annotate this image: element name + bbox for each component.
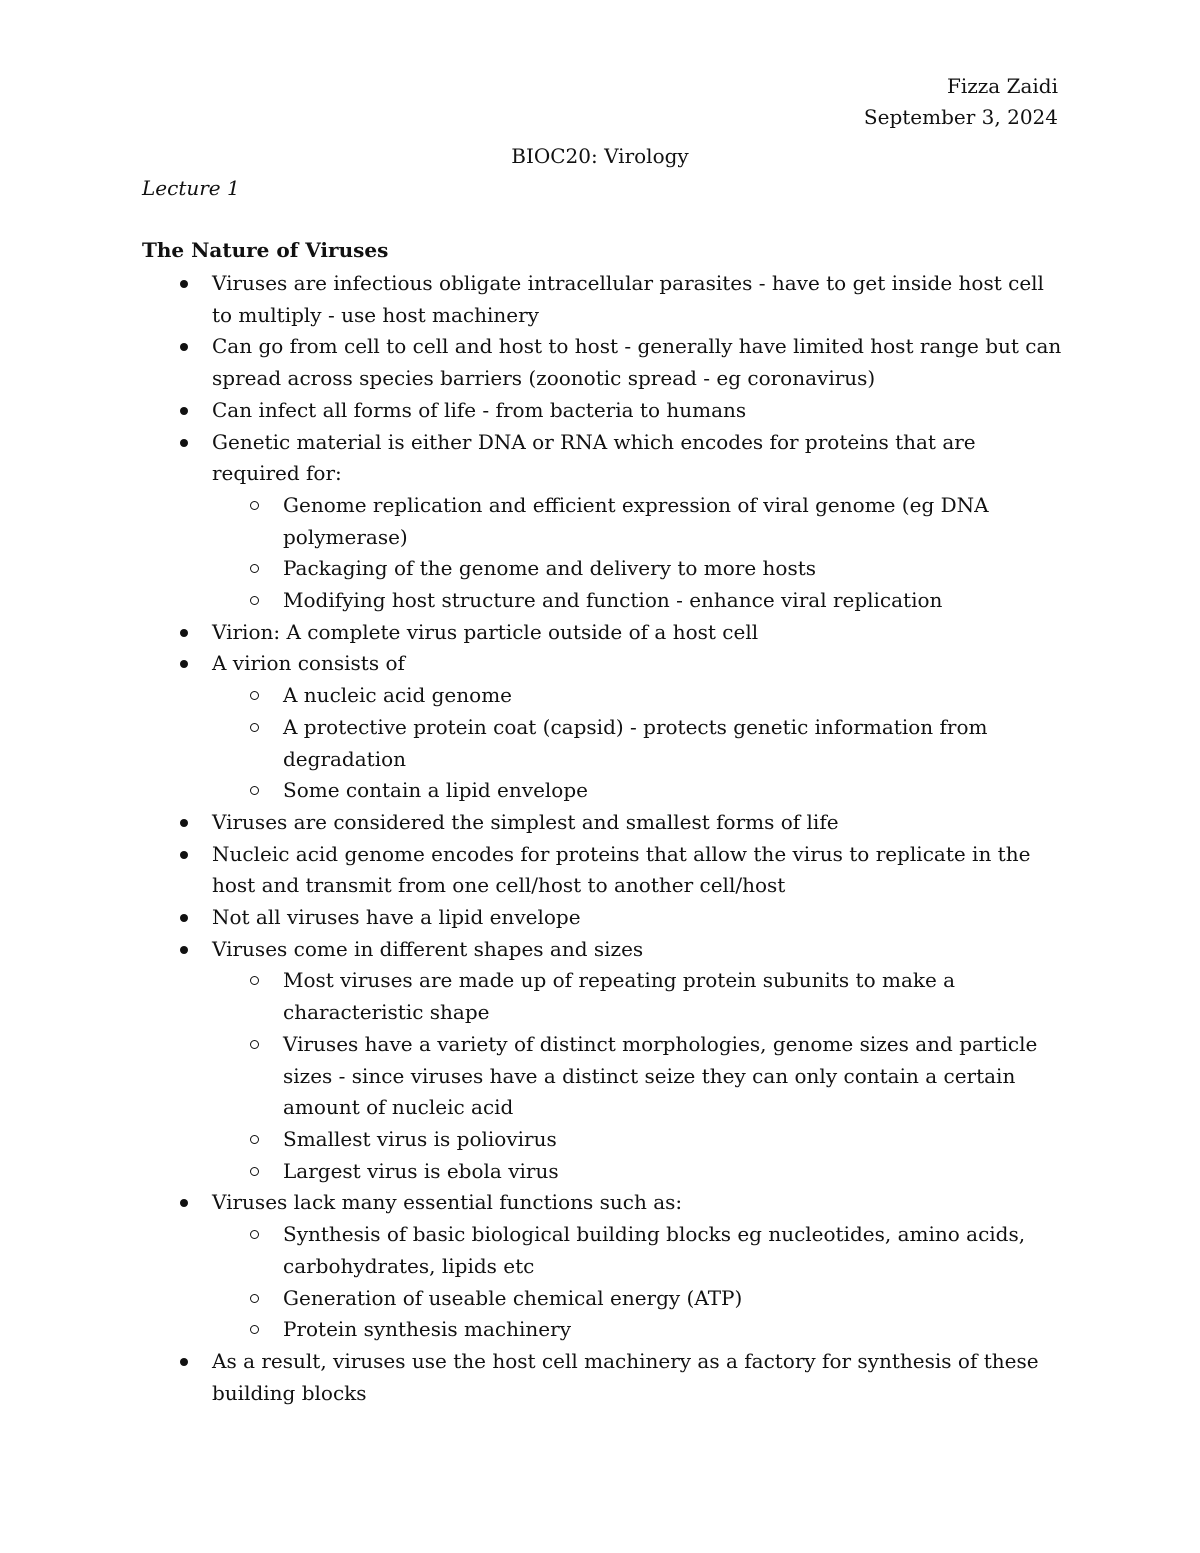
- bullet-text: Viruses are considered the simplest and smallest forms of life: [212, 809, 839, 834]
- sub-bullet-list: [212, 1219, 1062, 1346]
- bullet-item: [142, 648, 1062, 807]
- document-date: September 3, 2024: [863, 105, 1058, 129]
- hollow-bullet-icon: [250, 1167, 259, 1176]
- bullet-item: [142, 268, 1062, 331]
- hollow-bullet-icon: [250, 1135, 259, 1144]
- hollow-bullet-icon: [250, 723, 259, 732]
- sub-bullet-item: [142, 1029, 1062, 1124]
- bullet-text: A virion consists of: [212, 651, 405, 676]
- bullet-text: Viruses lack many essential functions such as:: [212, 1190, 683, 1215]
- sub-bullet-text: A nucleic acid genome: [283, 683, 512, 708]
- bullet-item: [142, 1187, 1062, 1346]
- filled-bullet-icon: [180, 407, 188, 415]
- sub-bullet-item: [142, 1219, 1062, 1282]
- bullet-list: [142, 268, 1062, 1409]
- bullet-text: Nucleic acid genome encodes for proteins that allow the virus to replicate in the host and transmit from one cell/host to another cell/host: [212, 841, 1031, 898]
- bullet-item: [142, 395, 1062, 427]
- filled-bullet-icon: [180, 280, 188, 288]
- filled-bullet-icon: [180, 343, 188, 351]
- filled-bullet-icon: [180, 851, 188, 859]
- notes-content: [142, 268, 1062, 1409]
- hollow-bullet-icon: [250, 786, 259, 795]
- sub-bullet-item: [142, 1314, 1062, 1346]
- sub-bullet-text: Generation of useable chemical energy (ATP): [283, 1285, 743, 1310]
- sub-bullet-list: [212, 965, 1062, 1187]
- sub-bullet-text: Some contain a lipid envelope: [283, 778, 588, 803]
- hollow-bullet-icon: [250, 596, 259, 605]
- sub-bullet-text: Largest virus is ebola virus: [283, 1158, 559, 1183]
- bullet-text: Virion: A complete virus particle outside of a host cell: [212, 619, 759, 644]
- sub-bullet-item: [142, 1124, 1062, 1156]
- hollow-bullet-icon: [250, 1040, 259, 1049]
- bullet-item: [142, 1346, 1062, 1409]
- section-heading: The Nature of Viruses: [142, 238, 389, 262]
- bullet-item: [142, 902, 1062, 934]
- sub-bullet-text: Protein synthesis machinery: [283, 1317, 571, 1342]
- sub-bullet-item: [142, 490, 1062, 553]
- filled-bullet-icon: [180, 946, 188, 954]
- hollow-bullet-icon: [250, 501, 259, 510]
- sub-bullet-text: Packaging of the genome and delivery to more hosts: [283, 556, 817, 581]
- hollow-bullet-icon: [250, 691, 259, 700]
- author-name: Fizza Zaidi: [946, 74, 1058, 98]
- bullet-item: [142, 934, 1062, 1188]
- bullet-item: [142, 427, 1062, 617]
- sub-bullet-item: [142, 965, 1062, 1028]
- sub-bullet-text: A protective protein coat (capsid) - protects genetic information from degradation: [283, 714, 988, 771]
- bullet-text: Viruses come in different shapes and sizes: [212, 936, 644, 961]
- filled-bullet-icon: [180, 629, 188, 637]
- sub-bullet-item: [142, 712, 1062, 775]
- lecture-label: Lecture 1: [142, 176, 240, 200]
- sub-bullet-list: [212, 680, 1062, 807]
- sub-bullet-text: Modifying host structure and function - enhance viral replication: [283, 588, 943, 613]
- hollow-bullet-icon: [250, 976, 259, 985]
- bullet-item: [142, 839, 1062, 902]
- sub-bullet-item: [142, 553, 1062, 585]
- bullet-text: Not all viruses have a lipid envelope: [212, 905, 581, 930]
- sub-bullet-item: [142, 1156, 1062, 1188]
- filled-bullet-icon: [180, 1199, 188, 1207]
- filled-bullet-icon: [180, 819, 188, 827]
- bullet-text: As a result, viruses use the host cell machinery as a factory for synthesis of these building blocks: [212, 1348, 1039, 1405]
- sub-bullet-text: Smallest virus is poliovirus: [283, 1126, 557, 1151]
- sub-bullet-item: [142, 775, 1062, 807]
- sub-bullet-list: [212, 490, 1062, 617]
- hollow-bullet-icon: [250, 1325, 259, 1334]
- hollow-bullet-icon: [250, 564, 259, 573]
- bullet-text: Can infect all forms of life - from bacteria to humans: [212, 397, 747, 422]
- bullet-text: Can go from cell to cell and host to host - generally have limited host range but can spread across species barriers (zoonotic spread - eg coronavirus): [212, 334, 1062, 391]
- filled-bullet-icon: [180, 914, 188, 922]
- hollow-bullet-icon: [250, 1230, 259, 1239]
- bullet-item: [142, 807, 1062, 839]
- sub-bullet-text: Genome replication and efficient expression of viral genome (eg DNA polymerase): [283, 492, 989, 549]
- sub-bullet-text: Viruses have a variety of distinct morphologies, genome sizes and particle sizes - since viruses have a distinct seize they can only contain a certain amount of nucleic acid: [283, 1031, 1038, 1120]
- filled-bullet-icon: [180, 439, 188, 447]
- sub-bullet-text: Synthesis of basic biological building blocks eg nucleotides, amino acids, carbohydrates, lipids etc: [283, 1222, 1026, 1278]
- filled-bullet-icon: [180, 1358, 188, 1366]
- hollow-bullet-icon: [250, 1294, 259, 1303]
- sub-bullet-item: [142, 585, 1062, 617]
- sub-bullet-item: [142, 1283, 1062, 1315]
- bullet-text: Viruses are infectious obligate intracellular parasites - have to get inside host cell to multiply - use host machinery: [212, 271, 1044, 327]
- filled-bullet-icon: [180, 660, 188, 668]
- bullet-item: [142, 617, 1062, 649]
- sub-bullet-item: [142, 680, 1062, 712]
- bullet-item: [142, 331, 1062, 394]
- sub-bullet-text: Most viruses are made up of repeating protein subunits to make a characteristic shape: [283, 968, 956, 1025]
- course-title: BIOC20: Virology: [511, 144, 689, 168]
- bullet-text: Genetic material is either DNA or RNA which encodes for proteins that are required for:: [212, 429, 976, 486]
